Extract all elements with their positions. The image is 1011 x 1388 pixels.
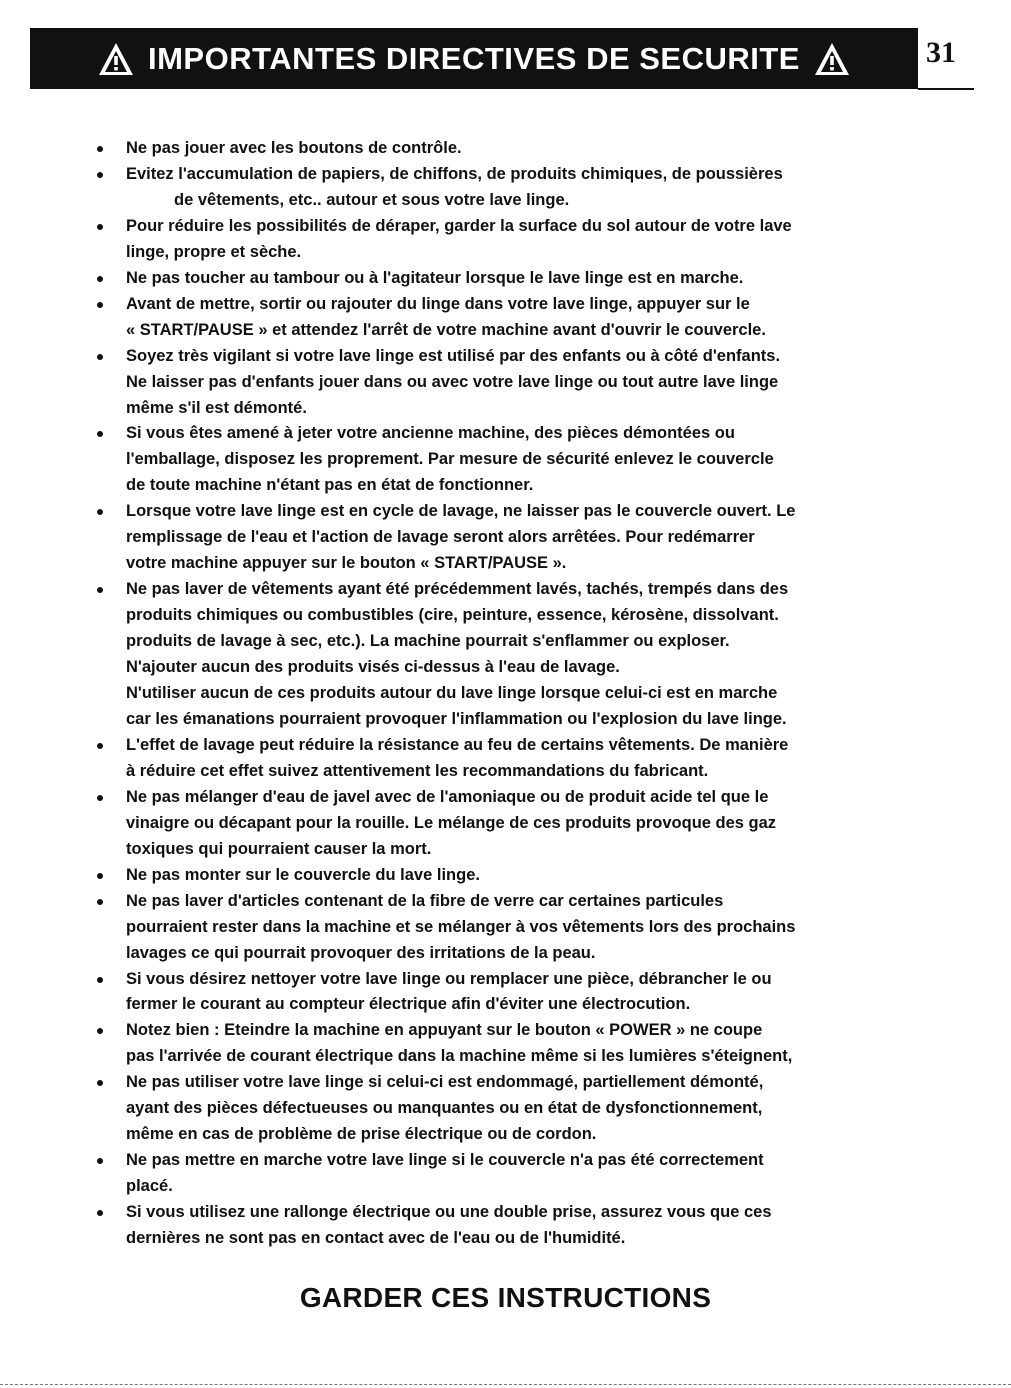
list-item-line: linge, propre et sèche. (126, 242, 302, 261)
list-item (92, 499, 917, 577)
list-item (92, 967, 917, 1019)
list-item-line: même s'il est démonté. (126, 398, 307, 417)
list-item (92, 162, 917, 214)
list-item-line: Ne pas utiliser votre lave linge si celui-ci est endommagé, partiellement démonté, (126, 1073, 764, 1092)
list-item-line: Ne pas mélanger d'eau de javel avec de l'amoniaque ou de produit acide tel que le (126, 787, 769, 806)
safety-instructions (92, 136, 917, 1252)
list-item-line: l'emballage, disposez les proprement. Par mesure de sécurité enlevez le couvercle (126, 450, 774, 469)
list-item-line: vinaigre ou décapant pour la rouille. Le mélange de ces produits provoque des gaz (126, 813, 777, 832)
list-item-line: N'ajouter aucun des produits visés ci-dessus à l'eau de lavage. (126, 658, 620, 677)
instruction-list (92, 136, 917, 1252)
list-item (92, 344, 917, 422)
list-item-line: Ne pas toucher au tambour ou à l'agitateur lorsque le lave linge est en marche. (126, 268, 744, 287)
list-item-line: « START/PAUSE » et attendez l'arrêt de votre machine avant d'ouvrir le couvercle. (126, 320, 766, 339)
list-item-line: Si vous utilisez une rallonge électrique ou une double prise, assurez vous que ces (126, 1203, 772, 1222)
list-item-line: pourraient rester dans la machine et se mélanger à vos vêtements lors des prochains (126, 917, 796, 936)
bottom-rule (0, 1384, 1011, 1385)
list-item-line: placé. (126, 1177, 173, 1196)
list-item (92, 889, 917, 967)
list-item-line: car les émanations pourraient provoquer l'inflammation ou l'explosion du lave linge. (126, 709, 787, 728)
page-title: IMPORTANTES DIRECTIVES DE SECURITE (148, 40, 800, 76)
list-item (92, 863, 917, 889)
list-item-line: toxiques qui pourraient causer la mort. (126, 839, 432, 858)
list-item (92, 785, 917, 863)
list-item (92, 577, 917, 733)
list-item-line: Pour réduire les possibilités de déraper, garder la surface du sol autour de votre lave (126, 216, 792, 235)
list-item-line: votre machine appuyer sur le bouton « START/PAUSE ». (126, 554, 567, 573)
list-item (92, 421, 917, 499)
footer-heading: GARDER CES INSTRUCTIONS (299, 1282, 712, 1313)
list-item (92, 1200, 917, 1252)
list-item-line: Lorsque votre lave linge est en cycle de lavage, ne laisser pas le couvercle ouvert. Le (126, 502, 796, 521)
list-item-line: produits de lavage à sec, etc.). La machine pourrait s'enflammer ou exploser. (126, 632, 730, 651)
list-item (92, 1070, 917, 1148)
list-item-line: Evitez l'accumulation de papiers, de chiffons, de produits chimiques, de poussières (126, 164, 783, 183)
list-item-line: Ne pas laver d'articles contenant de la fibre de verre car certaines particules (126, 891, 724, 910)
list-item-line: N'utiliser aucun de ces produits autour du lave linge lorsque celui-ci est en marche (126, 684, 778, 703)
list-item-line: remplissage de l'eau et l'action de lavage seront alors arrêtées. Pour redémarrer (126, 528, 755, 547)
list-item-line: dernières ne sont pas en contact avec de l'eau ou de l'humidité. (126, 1229, 626, 1248)
warning-triangle-icon (814, 42, 850, 76)
list-item-line: Ne laisser pas d'enfants jouer dans ou avec votre lave linge ou tout autre lave linge (126, 372, 779, 391)
list-item (92, 1018, 917, 1070)
list-item-line: lavages ce qui pourrait provoquer des irritations de la peau. (126, 943, 596, 962)
list-item-line: de toute machine n'étant pas en état de fonctionner. (126, 476, 534, 495)
list-item (92, 266, 917, 292)
list-item-line: L'effet de lavage peut réduire la résistance au feu de certains vêtements. De manière (126, 735, 789, 754)
list-item (92, 214, 917, 266)
list-item-line: Notez bien : Eteindre la machine en appuyant sur le bouton « POWER » ne coupe (126, 1021, 763, 1040)
warning-triangle-icon (98, 42, 134, 76)
list-item-line: Ne pas jouer avec les boutons de contrôle. (126, 139, 462, 157)
list-item-line: Ne pas mettre en marche votre lave linge si le couvercle n'a pas été correctement (126, 1151, 764, 1170)
list-item-line: Ne pas laver de vêtements ayant été précédemment lavés, tachés, trempés dans des (126, 580, 789, 599)
list-item-line: fermer le courant au compteur électrique afin d'éviter une électrocution. (126, 995, 691, 1014)
list-item-line: pas l'arrivée de courant électrique dans la machine même si les lumières s'éteignent, (126, 1047, 793, 1066)
list-item-line: même en cas de problème de prise électrique ou de cordon. (126, 1125, 597, 1144)
list-item (92, 292, 917, 344)
list-item-line: Ne pas monter sur le couvercle du lave linge. (126, 865, 480, 884)
list-item-line: Avant de mettre, sortir ou rajouter du linge dans votre lave linge, appuyer sur le (126, 294, 750, 313)
header-rule (918, 88, 974, 90)
list-item-line: à réduire cet effet suivez attentivement les recommandations du fabricant. (126, 761, 709, 780)
list-item (92, 136, 917, 162)
list-item-line: Si vous désirez nettoyer votre lave linge ou remplacer une pièce, débrancher le ou (126, 969, 772, 988)
list-item-line: Soyez très vigilant si votre lave linge est utilisé par des enfants ou à côté d'enfants. (126, 346, 781, 365)
list-item (92, 733, 917, 785)
list-item-line: produits chimiques ou combustibles (cire, peinture, essence, kérosène, dissolvant. (126, 606, 779, 625)
list-item (92, 1148, 917, 1200)
list-item-line: Si vous êtes amené à jeter votre ancienne machine, des pièces démontées ou (126, 424, 735, 443)
list-item-line: de vêtements, etc.. autour et sous votre lave linge. (174, 190, 570, 209)
list-item-line: ayant des pièces défectueuses ou manquantes ou en état de dysfonctionnement, (126, 1099, 763, 1118)
page-number: 31 (926, 36, 956, 69)
header-bar (30, 28, 918, 89)
